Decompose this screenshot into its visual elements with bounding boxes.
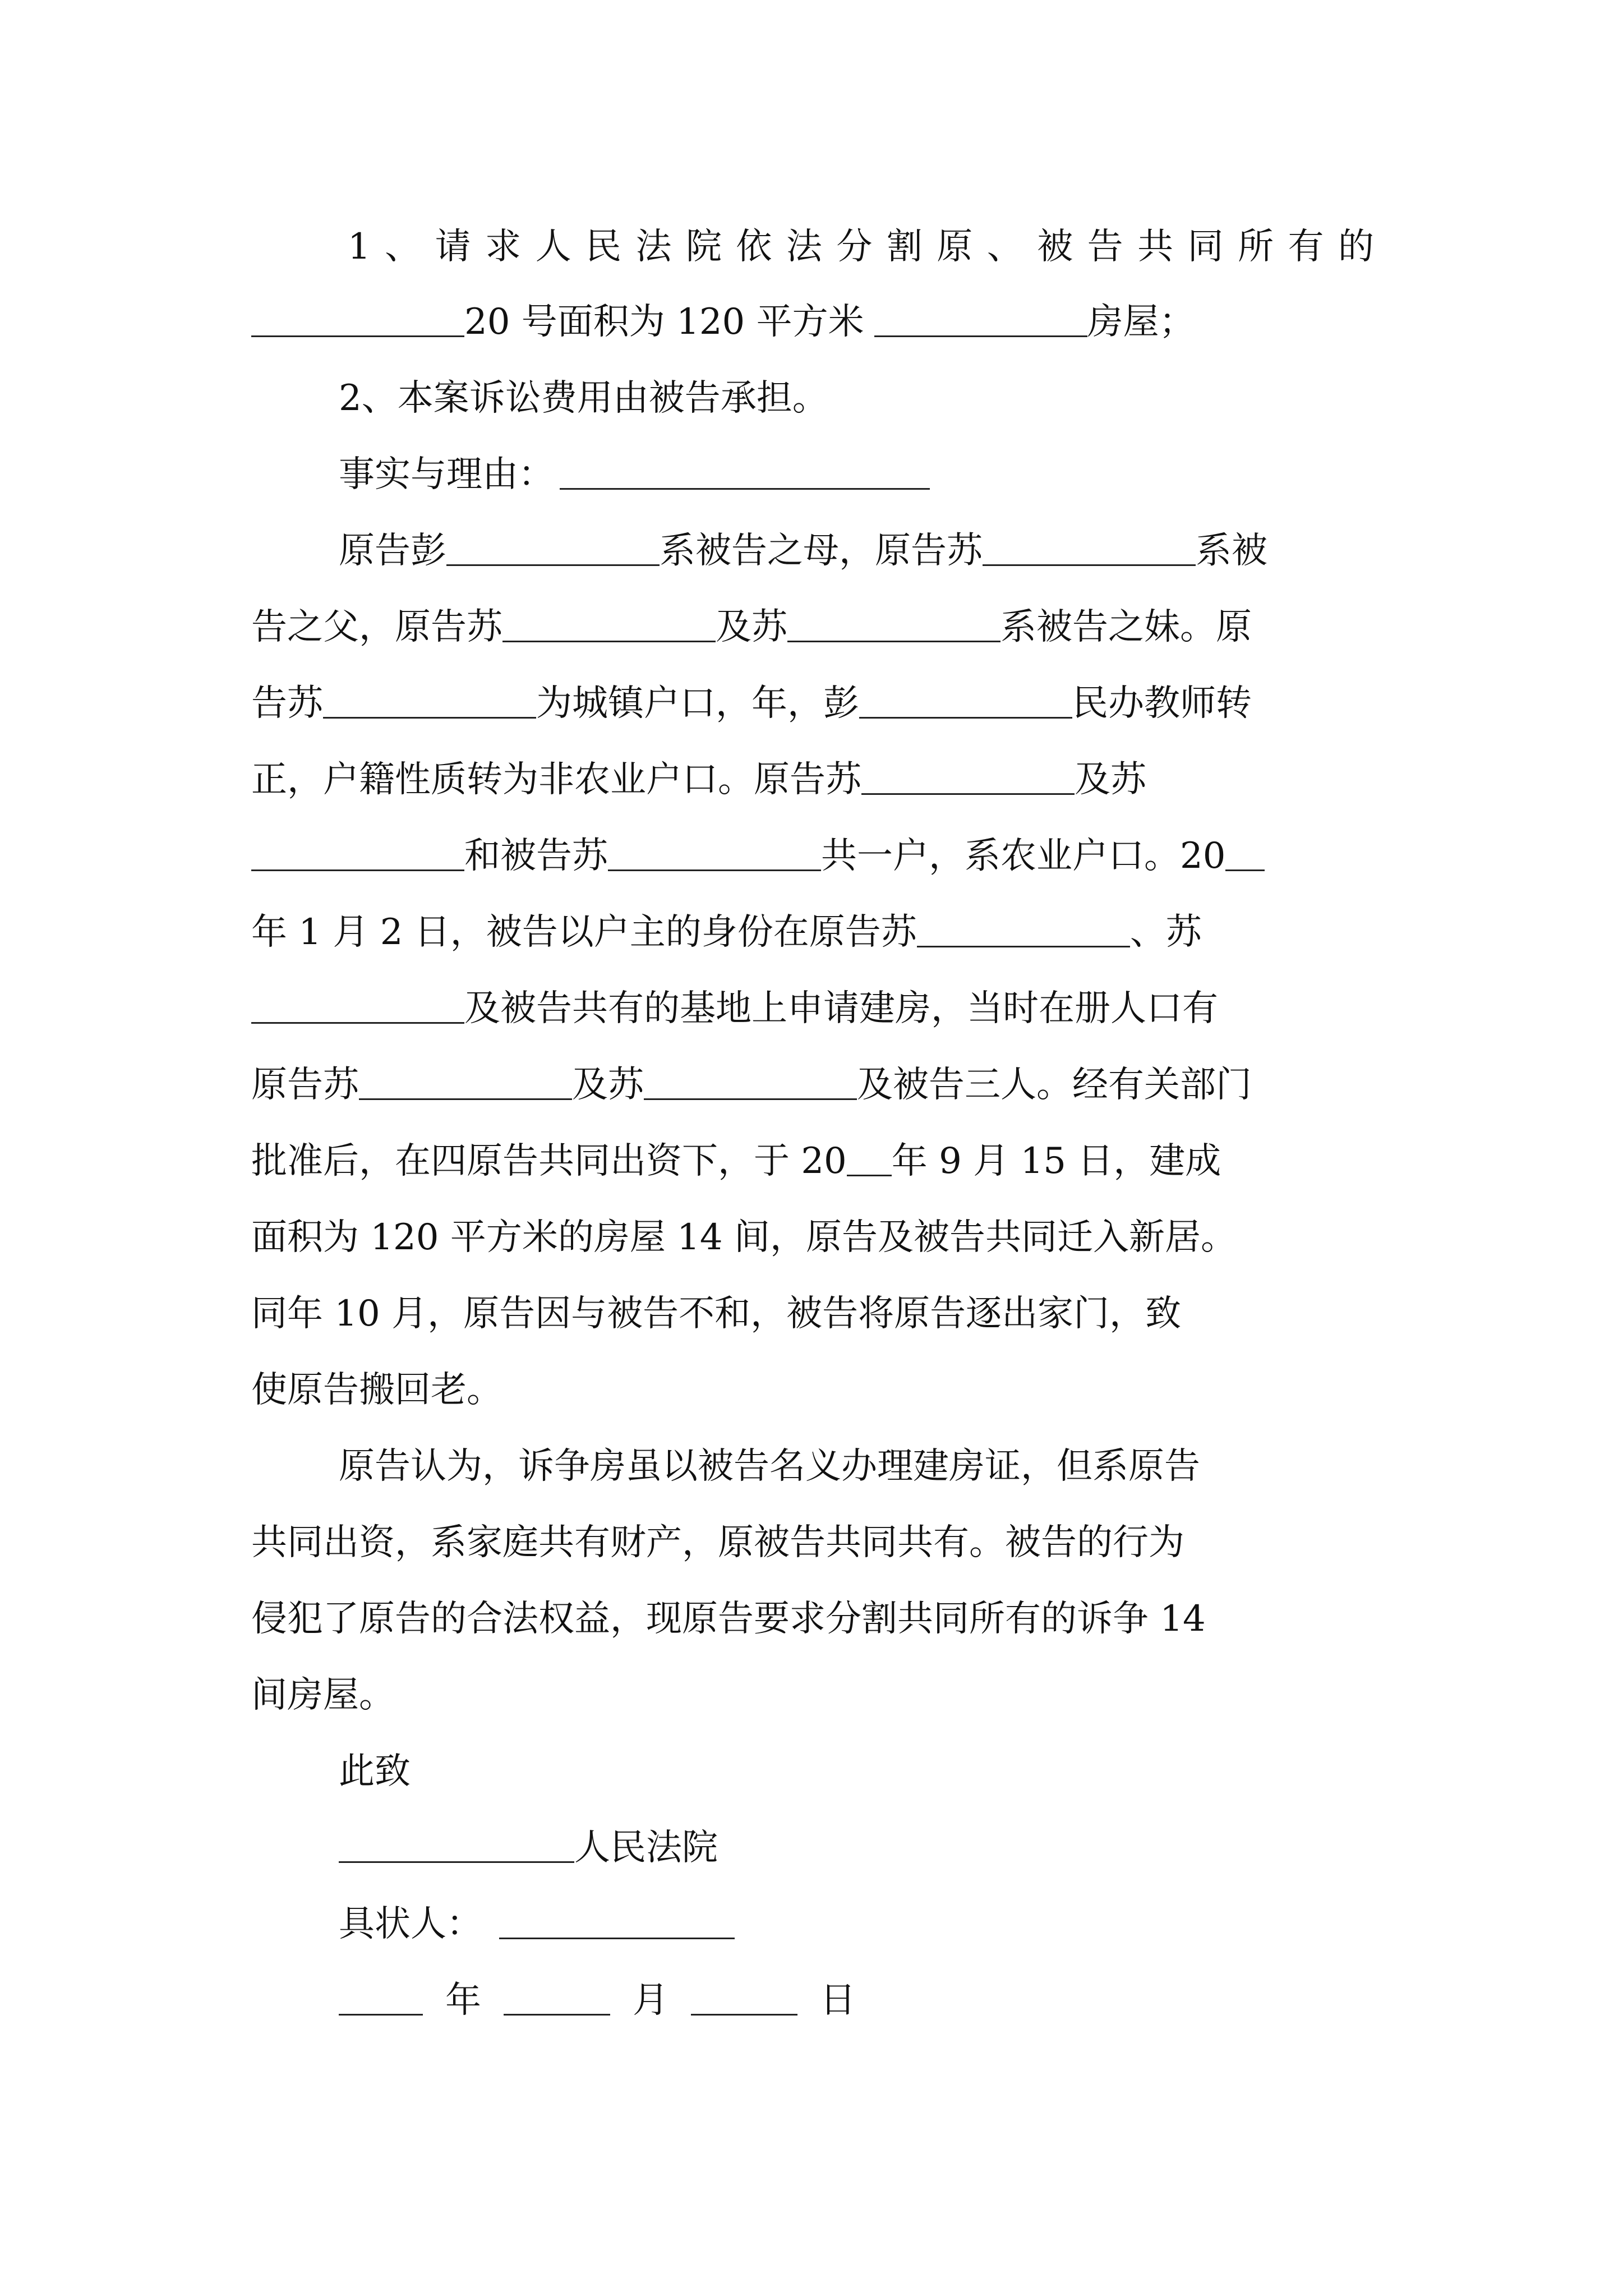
paragraph-line: [251, 589, 1373, 665]
text: 2、本案诉讼费用由被告承担。: [339, 378, 828, 419]
blank-line: [1225, 832, 1265, 871]
text: 系被告之妹。原: [1000, 606, 1252, 648]
text: 系被告之母，原告苏: [660, 530, 983, 572]
blank-line: [251, 298, 464, 337]
blank-line: [691, 1977, 797, 2016]
blank-line: [874, 298, 1087, 337]
signature-line: [339, 1886, 1460, 1962]
blank-line: [251, 985, 464, 1024]
blank-line: [983, 527, 1196, 566]
text: 面积为 120 平方米的房屋 14 间，原告及被告共同迁入新居。: [251, 1217, 1237, 1258]
text: 同年 10 月，原告因与被告不和，被告将原告逐出家门，致: [251, 1293, 1182, 1335]
text: 月: [633, 1980, 668, 2021]
text: 共同出资，系家庭共有财产，原被告共同共有。被告的行为: [251, 1522, 1184, 1563]
blank-line: [499, 1901, 735, 1939]
text: 及苏: [1075, 759, 1146, 800]
text: 原告苏: [251, 1064, 359, 1106]
blank-line: [861, 756, 1075, 795]
blank-line: [504, 1977, 610, 2016]
paragraph-line: [339, 360, 1460, 436]
paragraph-line: [251, 1276, 1373, 1352]
paragraph-line: [251, 1657, 1373, 1733]
text: 批准后，在四原告共同出资下，于 20: [251, 1140, 847, 1182]
paragraph-line: [339, 1428, 1460, 1504]
paragraph-line: [251, 1123, 1373, 1199]
paragraph-line: [251, 1581, 1373, 1657]
text: 具状人：: [339, 1903, 482, 1945]
paragraph-line: [251, 1047, 1373, 1123]
blank-line: [859, 680, 1072, 719]
paragraph-line: [251, 818, 1373, 894]
paragraph-line: [251, 1352, 1373, 1428]
paragraph-line: [339, 436, 1460, 513]
text: 为城镇户口，年，彭: [536, 683, 859, 724]
date-line: [339, 1962, 1460, 2039]
text: 原告彭: [339, 530, 446, 572]
paragraph-line: [251, 742, 1373, 818]
text: 正，户籍性质转为非农业户口。原告苏: [251, 759, 861, 800]
blank-line: [323, 680, 536, 719]
text: 原告认为，诉争房虽以被告名义办理建房证，但系原告: [339, 1446, 1200, 1487]
text: 及苏: [716, 606, 787, 648]
text: 人民法院: [574, 1827, 718, 1869]
blank-line: [560, 451, 930, 490]
text: 房屋；: [1087, 301, 1195, 343]
text: 年: [445, 1980, 481, 2021]
text: 和被告苏: [464, 835, 608, 877]
text: 民办教师转: [1072, 683, 1252, 724]
paragraph-line: [251, 1504, 1373, 1581]
blank-line: [608, 832, 821, 871]
closing-line: [339, 1733, 1460, 1810]
text: 年 9 月 15 日，建成: [891, 1140, 1221, 1182]
text: 及被告共有的基地上申请建房，当时在册人口有: [464, 988, 1218, 1029]
text: 及被告三人。经有关部门: [857, 1064, 1252, 1106]
text: 间房屋。: [251, 1674, 395, 1716]
court-line: [339, 1810, 1460, 1886]
text: 告苏: [251, 683, 323, 724]
paragraph-line: [339, 513, 1460, 589]
text: 年 1 月 2 日，被告以户主的身份在原告苏: [251, 912, 917, 953]
text: 及苏: [572, 1064, 644, 1106]
blank-line: [917, 909, 1130, 947]
blank-line: [251, 832, 464, 871]
paragraph-line: [251, 665, 1373, 742]
blank-line: [847, 1138, 892, 1176]
paragraph-line: [251, 970, 1373, 1047]
text: 事实与理由：: [339, 454, 554, 495]
blank-line: [502, 604, 716, 642]
text: 20 号面积为 120 平方米: [464, 301, 864, 343]
blank-line: [787, 604, 1000, 642]
blank-line: [644, 1061, 857, 1100]
text: 此致: [339, 1751, 411, 1792]
blank-line: [359, 1061, 572, 1100]
text: 侵犯了原告的合法权益，现原告要求分割共同所有的诉争 14: [251, 1598, 1206, 1640]
blank-line: [339, 1824, 574, 1863]
text: 、苏: [1129, 912, 1202, 953]
text: 系被: [1196, 530, 1267, 572]
text: 日: [820, 1980, 856, 2021]
blank-line: [339, 1977, 423, 2016]
paragraph-line: [251, 284, 1373, 360]
paragraph-line: [251, 894, 1373, 970]
text: 共一户，系农业户口。20: [821, 835, 1226, 877]
text: 1、请求人民法院依法分割原、被告共同所有的: [348, 226, 1374, 268]
paragraph-line: [348, 209, 1374, 285]
paragraph-line: [251, 1199, 1373, 1276]
blank-line: [446, 527, 660, 566]
text: 使原告搬回老。: [251, 1369, 502, 1411]
text: 告之父，原告苏: [251, 606, 502, 648]
